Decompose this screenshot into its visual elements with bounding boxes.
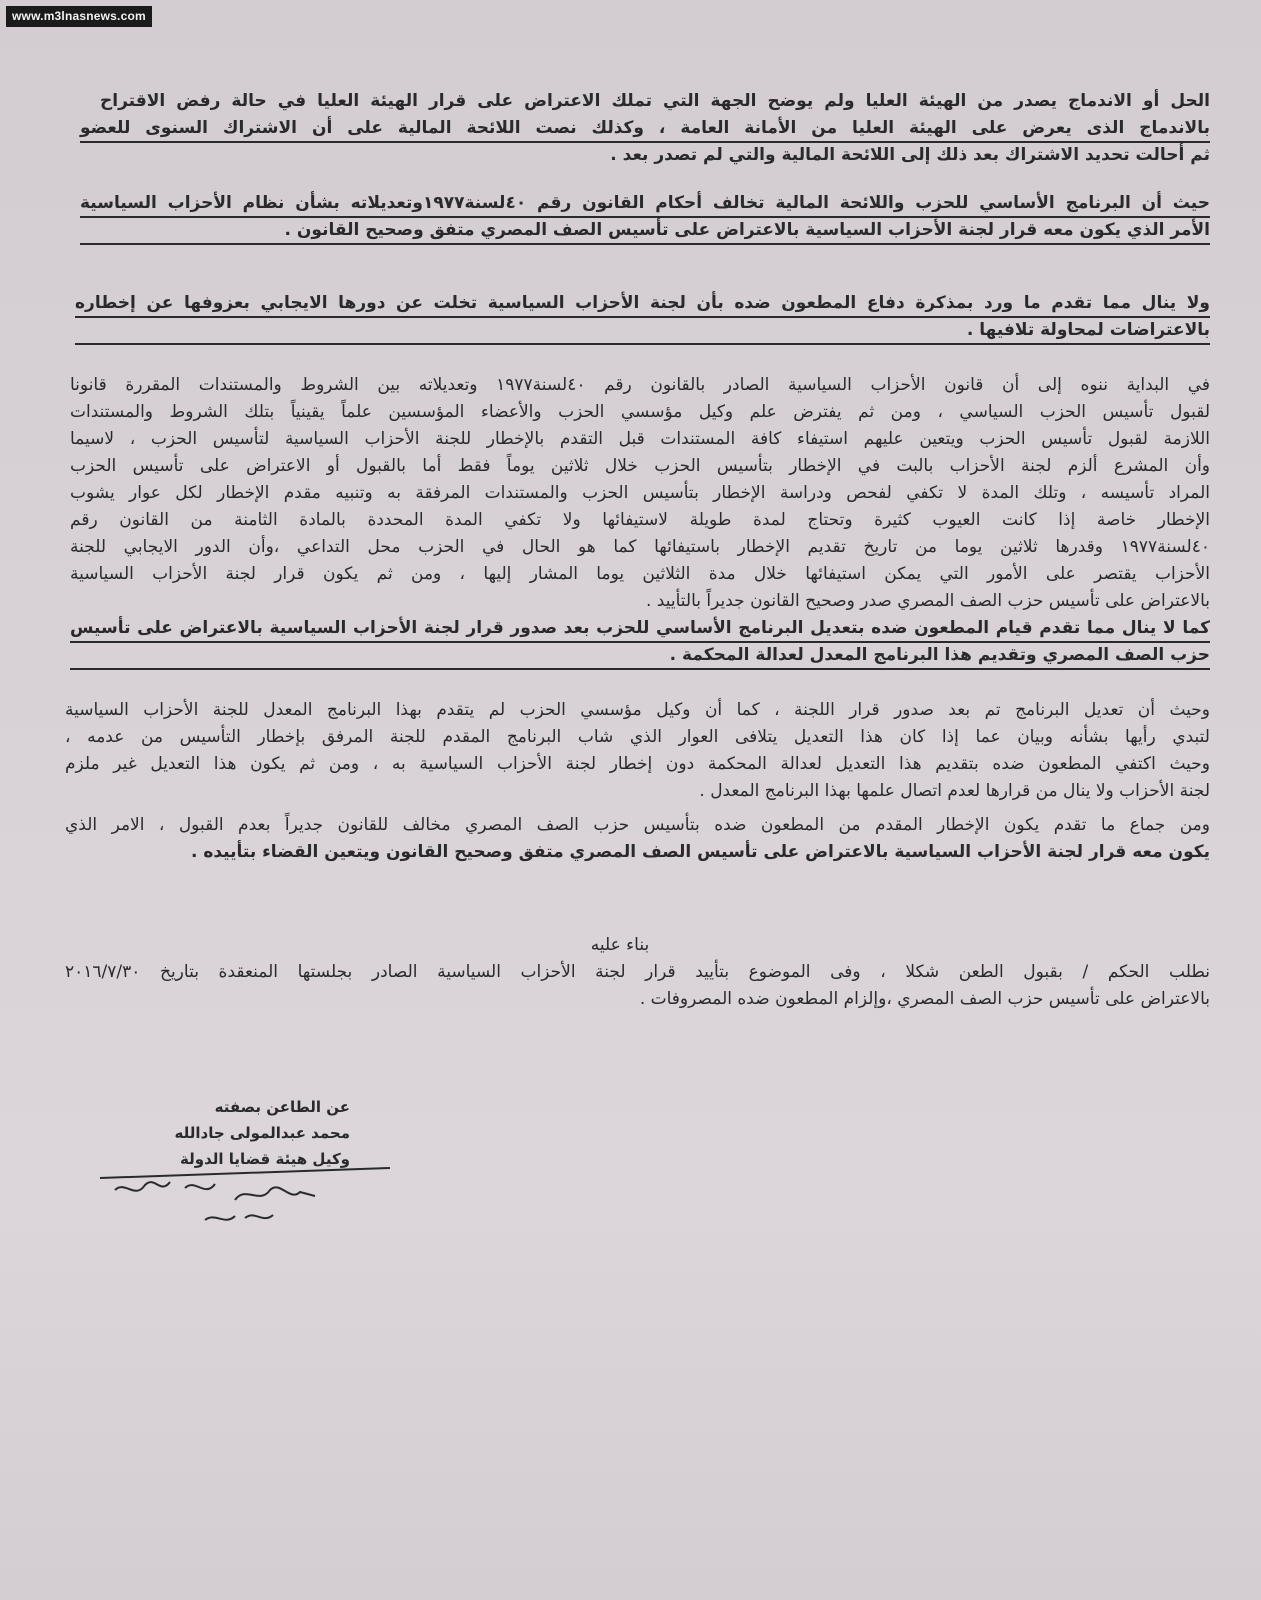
paragraph-line: في البداية ننوه إلى أن قانون الأحزاب السياسية الصادر بالقانون رقم ٤٠لسنة١٩٧٧ وتعديلاته بين الشروط والمستندات المقررة قانونا bbox=[70, 375, 1211, 395]
paragraph-line: وأن المشرع ألزم لجنة الأحزاب بالبت في الإخطار بتأسيس الحزب خلال ثلاثين يوماً فقط أما بالقبول أو الاعتراض على تأسيس الحزب bbox=[70, 456, 1210, 476]
paragraph-line: بالاندماج الذى يعرض على الهيئة العليا من الأمانة العامة ، وكذلك نصت اللائحة المالية على أن الاشتراك السنوى للعضو bbox=[80, 115, 1210, 143]
paragraph-line: بالاعتراضات لمحاولة تلافيها . bbox=[75, 317, 1210, 345]
signature-line-on-behalf: عن الطاعن بصفته bbox=[214, 1098, 350, 1116]
paragraph-line: الأمر الذي يكون معه قرار لجنة الأحزاب السياسية بالاعتراض على تأسيس الصف المصري متفق وصحيح القانون . bbox=[80, 217, 1210, 245]
site-watermark: www.m3lnasnews.com bbox=[6, 6, 152, 27]
paragraph-line: لتبدي رأيها بشأنه وبيان عما إذا كان هذا التعديل يتلافى العوار الذي شاب البرنامج المقدم للجنة المرفق بإخطار التأسيس من عدمه ، bbox=[65, 727, 1210, 747]
signature-line-title: وكيل هيئة قضايا الدولة bbox=[180, 1150, 350, 1168]
paragraph-line: لقبول تأسيس الحزب السياسي ، ومن ثم يفترض علم وكيل مؤسسي الحزب والأعضاء المؤسسين علماً يقينياً بتلك الشروط والمستندات bbox=[70, 402, 1210, 422]
heading-binaa-alayh: بناء عليه bbox=[590, 935, 650, 955]
signature-line-name: محمد عبدالمولى جادالله bbox=[174, 1124, 350, 1142]
paragraph-line: الإخطار خاصة إذا كانت العيوب كثيرة وتحتاج لمدة طويلة لاستيفائها ولا تكفي المدة المحددة بالمادة الثامنة من القانون رقم bbox=[70, 510, 1210, 530]
paragraph-line: ثم أحالت تحديد الاشتراك بعد ذلك إلى اللائحة المالية والتي لم تصدر بعد . bbox=[610, 145, 1210, 165]
paragraph-line: نطلب الحكم / بقبول الطعن شكلا ، وفى الموضوع بتأييد قرار لجنة الأحزاب السياسية الصادر بجلستها المنعقدة بتاريخ ٢٠١٦/٧/٣٠ bbox=[65, 962, 1210, 982]
paragraph-line: حيث أن البرنامج الأساسي للحزب واللائحة المالية تخالف أحكام القانون رقم ٤٠لسنة١٩٧٧وتعديلاته بشأن نظام الأحزاب السياسية bbox=[80, 190, 1210, 218]
paragraph-line: ومن جماع ما تقدم يكون الإخطار المقدم من المطعون ضده بتأسيس حزب الصف المصري مخالف للقانون جديراً بعدم القبول ، الامر الذي bbox=[65, 815, 1210, 835]
handwritten-signature bbox=[95, 1160, 395, 1240]
paragraph-line: اللازمة لقبول تأسيس الحزب ويتعين عليهم استيفاء كافة المستندات قبل التقدم بالإخطار للجنة الأحزاب السياسية لتأسيس الحزب ، لاسيما bbox=[70, 429, 1210, 449]
paragraph-line: حزب الصف المصري وتقديم هذا البرنامج المعدل لعدالة المحكمة . bbox=[70, 642, 1210, 670]
paragraph-line: كما لا ينال مما تقدم قيام المطعون ضده بتعديل البرنامج الأساسي للحزب بعد صدور قرار لجنة الأحزاب السياسية بالاعتراض على تأسيس bbox=[70, 615, 1210, 643]
paragraph-line: بالاعتراض على تأسيس حزب الصف المصري صدر وصحيح القانون جديراً بالتأييد . bbox=[646, 591, 1210, 611]
paragraph-line: بالاعتراض على تأسيس حزب الصف المصري ،وإلزام المطعون ضده المصروفات . bbox=[639, 989, 1210, 1009]
paragraph-line: وحيث أن تعديل البرنامج تم بعد صدور قرار اللجنة ، كما أن وكيل مؤسسي الحزب لم يتقدم بهذا البرنامج المعدل للجنة الأحزاب السياسية bbox=[65, 700, 1210, 720]
paragraph-line: ٤٠لسنة١٩٧٧ وقدرها ثلاثين يوما من تاريخ تقديم الإخطار باستيفائها كما هو الحال في الحزب محل التداعي ،وأن الدور الايجابي للجنة bbox=[70, 537, 1210, 557]
paragraph-line: المراد تأسيسه ، وتلك المدة لا تكفي لفحص ودراسة الإخطار بتأسيس الحزب والمستندات المرفقة به وتنبيه مقدم الإخطار لكل عوار يشوب bbox=[70, 483, 1210, 503]
paragraph-line: وحيث اكتفي المطعون ضده بتقديم هذا التعديل لعدالة المحكمة دون إخطار لجنة الأحزاب السياسية به ، ومن ثم يكون هذا التعديل غير ملزم bbox=[65, 754, 1210, 774]
paragraph-line: يكون معه قرار لجنة الأحزاب السياسية بالاعتراض على تأسيس الصف المصري متفق وصحيح القانون ويتعين القضاء بتأييده . bbox=[190, 842, 1210, 862]
paragraph-line: الأحزاب يقتصر على الأمور التي يمكن استيفائها خلال مدة الثلاثين يوما المشار إليها ، ومن ثم يكون قرار لجنة الأحزاب السياسية bbox=[70, 564, 1210, 584]
paragraph-line: لجنة الأحزاب ولا ينال من قرارها لعدم اتصال علمها بهذا البرنامج المعدل . bbox=[699, 781, 1210, 801]
paragraph-line: الحل أو الاندماج يصدر من الهيئة العليا ولم يوضح الجهة التي تملك الاعتراض على قرار الهيئة العليا في حالة رفض الاقتراح bbox=[100, 91, 1210, 111]
paragraph-line: ولا ينال مما تقدم ما ورد بمذكرة دفاع المطعون ضده بأن لجنة الأحزاب السياسية تخلت عن دورها الايجابي بعزوفها عن إخطاره bbox=[75, 290, 1210, 318]
